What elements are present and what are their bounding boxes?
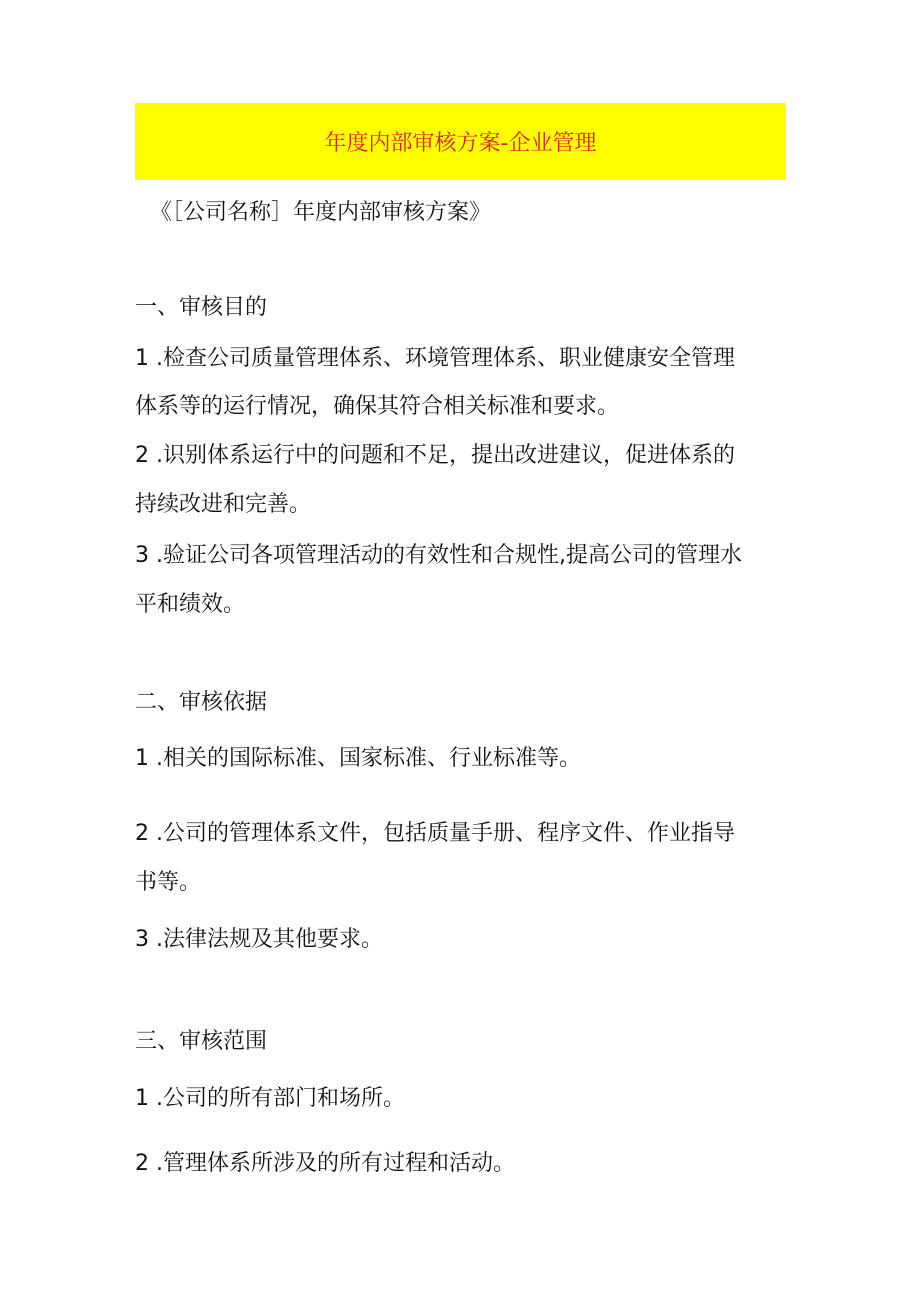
paragraph-line: 1 .公司的所有部门和场所。 <box>135 1086 405 1111</box>
paragraph-line: 2 .管理体系所涉及的所有过程和活动。 <box>135 1151 515 1176</box>
paragraph-line: 2 .识别体系运行中的问题和不足，提出改进建议，促进体系的 <box>135 443 735 468</box>
paragraph-line: 持续改进和完善。 <box>135 492 312 517</box>
section-heading-scope: 三、审核范围 <box>135 1029 268 1054</box>
paragraph-line: 体系等的运行情况，确保其符合相关标准和要求。 <box>135 394 620 419</box>
document-title: 年度内部审核方案-企业管理 <box>324 131 597 156</box>
paragraph-line: 3 .法律法规及其他要求。 <box>135 927 383 952</box>
title-banner <box>135 103 786 180</box>
paragraph-line: 1 .相关的国际标准、国家标准、行业标准等。 <box>135 746 581 771</box>
section-heading-basis: 二、审核依据 <box>135 690 268 715</box>
section-heading-purpose: 一、审核目的 <box>135 295 268 320</box>
paragraph-line: 3 .验证公司各项管理活动的有效性和合规性,提高公司的管理水 <box>135 543 742 568</box>
document-subtitle: 《［公司名称］年度内部审核方案》 <box>150 200 492 225</box>
paragraph-line: 1 .检查公司质量管理体系、环境管理体系、职业健康安全管理 <box>135 346 735 371</box>
paragraph-line: 平和绩效。 <box>135 592 246 617</box>
paragraph-line: 2 .公司的管理体系文件，包括质量手册、程序文件、作业指导 <box>135 821 735 846</box>
paragraph-line: 书等。 <box>135 870 202 895</box>
